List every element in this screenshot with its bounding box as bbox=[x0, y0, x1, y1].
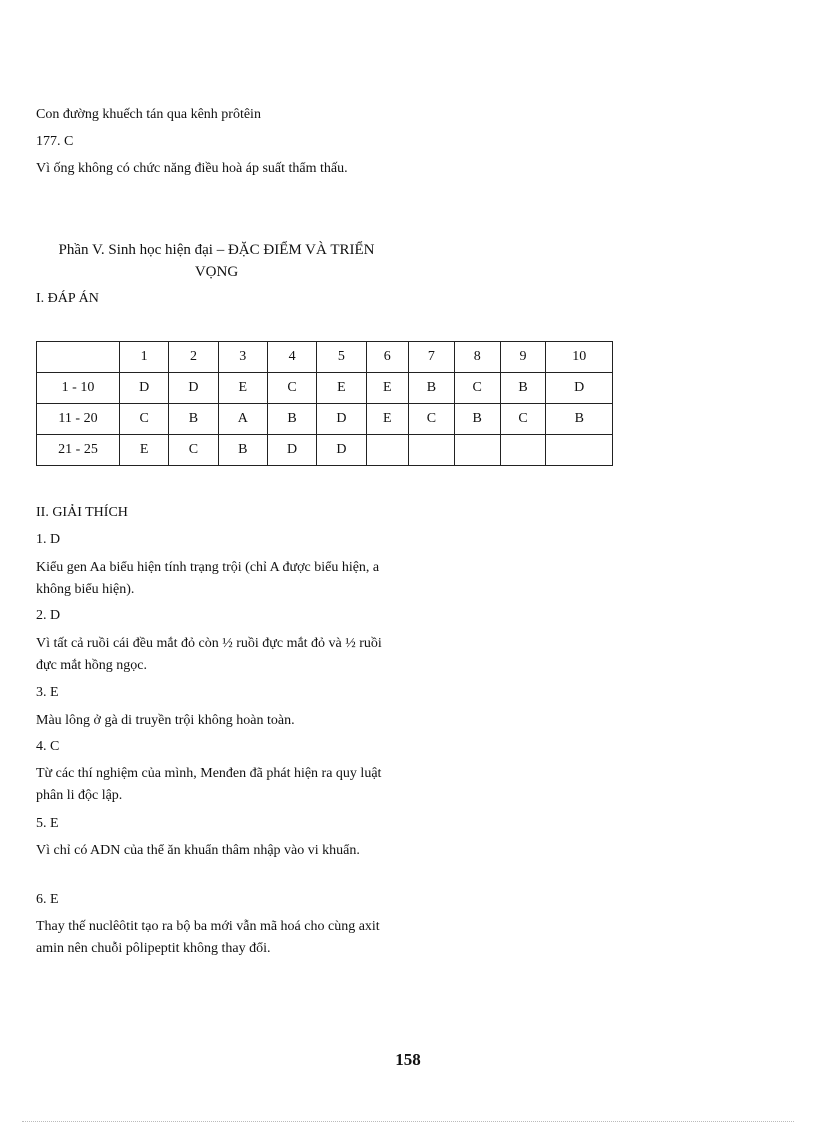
answer-cell: B bbox=[169, 404, 218, 435]
row-label: 1 - 10 bbox=[37, 373, 120, 404]
column-header: 3 bbox=[218, 342, 267, 373]
column-header: 9 bbox=[500, 342, 546, 373]
answer-cell: C bbox=[408, 404, 454, 435]
part-title: Phần V. Sinh học hiện đại – ĐẶC ĐIỂM VÀ TRIỂN VỌNG bbox=[58, 242, 375, 280]
answer-cell: D bbox=[317, 404, 366, 435]
answer-cell: D bbox=[317, 435, 366, 466]
answer-cell: C bbox=[120, 404, 169, 435]
explanation-text: Vì tất cả ruồi cái đều mắt đỏ còn ½ ruồi đực mắt đỏ và ½ ruồi đực mắt hồng ngọc. bbox=[36, 636, 382, 673]
explanation-text: Màu lông ở gà di truyền trội không hoàn toàn. bbox=[36, 713, 295, 728]
answer-cell: B bbox=[408, 373, 454, 404]
answer-cell bbox=[366, 435, 408, 466]
column-header: 6 bbox=[366, 342, 408, 373]
answer-cell: B bbox=[218, 435, 267, 466]
column-header: 10 bbox=[546, 342, 613, 373]
answer-cell: C bbox=[454, 373, 500, 404]
answer-section-heading: I. ĐÁP ÁN bbox=[36, 291, 99, 306]
answer-cell: E bbox=[120, 435, 169, 466]
answer-cell: E bbox=[366, 404, 408, 435]
answer-cell: B bbox=[546, 404, 613, 435]
column-header: 4 bbox=[267, 342, 316, 373]
answer-cell: D bbox=[120, 373, 169, 404]
explanation-question: 1. D bbox=[36, 532, 61, 547]
explanation-question: 3. E bbox=[36, 685, 59, 700]
answer-cell: D bbox=[546, 373, 613, 404]
answer-table-header-row bbox=[37, 342, 613, 373]
column-header: 2 bbox=[169, 342, 218, 373]
question-177-explanation: Vì ống không có chức năng điều hoà áp suất thẩm thấu. bbox=[36, 161, 348, 176]
answer-cell: B bbox=[267, 404, 316, 435]
explanation-text: Vì chỉ có ADN của thể ăn khuẩn thâm nhập vào vi khuẩn. bbox=[36, 843, 360, 858]
page-number: 158 bbox=[395, 1050, 421, 1069]
explanation-text: Thay thế nuclêôtit tạo ra bộ ba mới vẫn mã hoá cho cùng axit amin nên chuỗi pôlipeptit không thay đổi. bbox=[36, 919, 380, 956]
explanation-question: 5. E bbox=[36, 816, 59, 831]
answer-cell: E bbox=[317, 373, 366, 404]
answer-cell: B bbox=[500, 373, 546, 404]
table-corner-cell bbox=[37, 342, 120, 373]
column-header: 7 bbox=[408, 342, 454, 373]
explanation-question: 4. C bbox=[36, 739, 60, 754]
answer-cell: C bbox=[267, 373, 316, 404]
table-row bbox=[37, 404, 613, 435]
table-row bbox=[37, 435, 613, 466]
answer-cell: E bbox=[366, 373, 408, 404]
question-177-answer: 177. C bbox=[36, 134, 74, 149]
column-header: 8 bbox=[454, 342, 500, 373]
explanation-text: Kiểu gen Aa biểu hiện tính trạng trội (chỉ A được biểu hiện, a không biểu hiện). bbox=[36, 560, 380, 597]
explanation-question: 2. D bbox=[36, 608, 61, 623]
answer-cell: C bbox=[169, 435, 218, 466]
explanation-section-heading: II. GIẢI THÍCH bbox=[36, 505, 128, 520]
explanation-question: 6. E bbox=[36, 892, 59, 907]
answer-cell: C bbox=[500, 404, 546, 435]
answer-table bbox=[36, 341, 613, 466]
column-header: 1 bbox=[120, 342, 169, 373]
explanation-text: Từ các thí nghiệm của mình, Menđen đã phát hiện ra quy luật phân li độc lập. bbox=[36, 766, 382, 803]
row-label: 21 - 25 bbox=[37, 435, 120, 466]
table-row bbox=[37, 373, 613, 404]
row-label: 11 - 20 bbox=[37, 404, 120, 435]
answer-cell bbox=[454, 435, 500, 466]
answer-cell: D bbox=[169, 373, 218, 404]
footer-divider bbox=[22, 1121, 794, 1122]
answer-cell bbox=[546, 435, 613, 466]
answer-cell: A bbox=[218, 404, 267, 435]
column-header: 5 bbox=[317, 342, 366, 373]
answer-cell bbox=[408, 435, 454, 466]
answer-cell: D bbox=[267, 435, 316, 466]
answer-cell: E bbox=[218, 373, 267, 404]
answer-cell bbox=[500, 435, 546, 466]
answer-cell: B bbox=[454, 404, 500, 435]
intro-line: Con đường khuếch tán qua kênh prôtêin bbox=[36, 107, 261, 122]
